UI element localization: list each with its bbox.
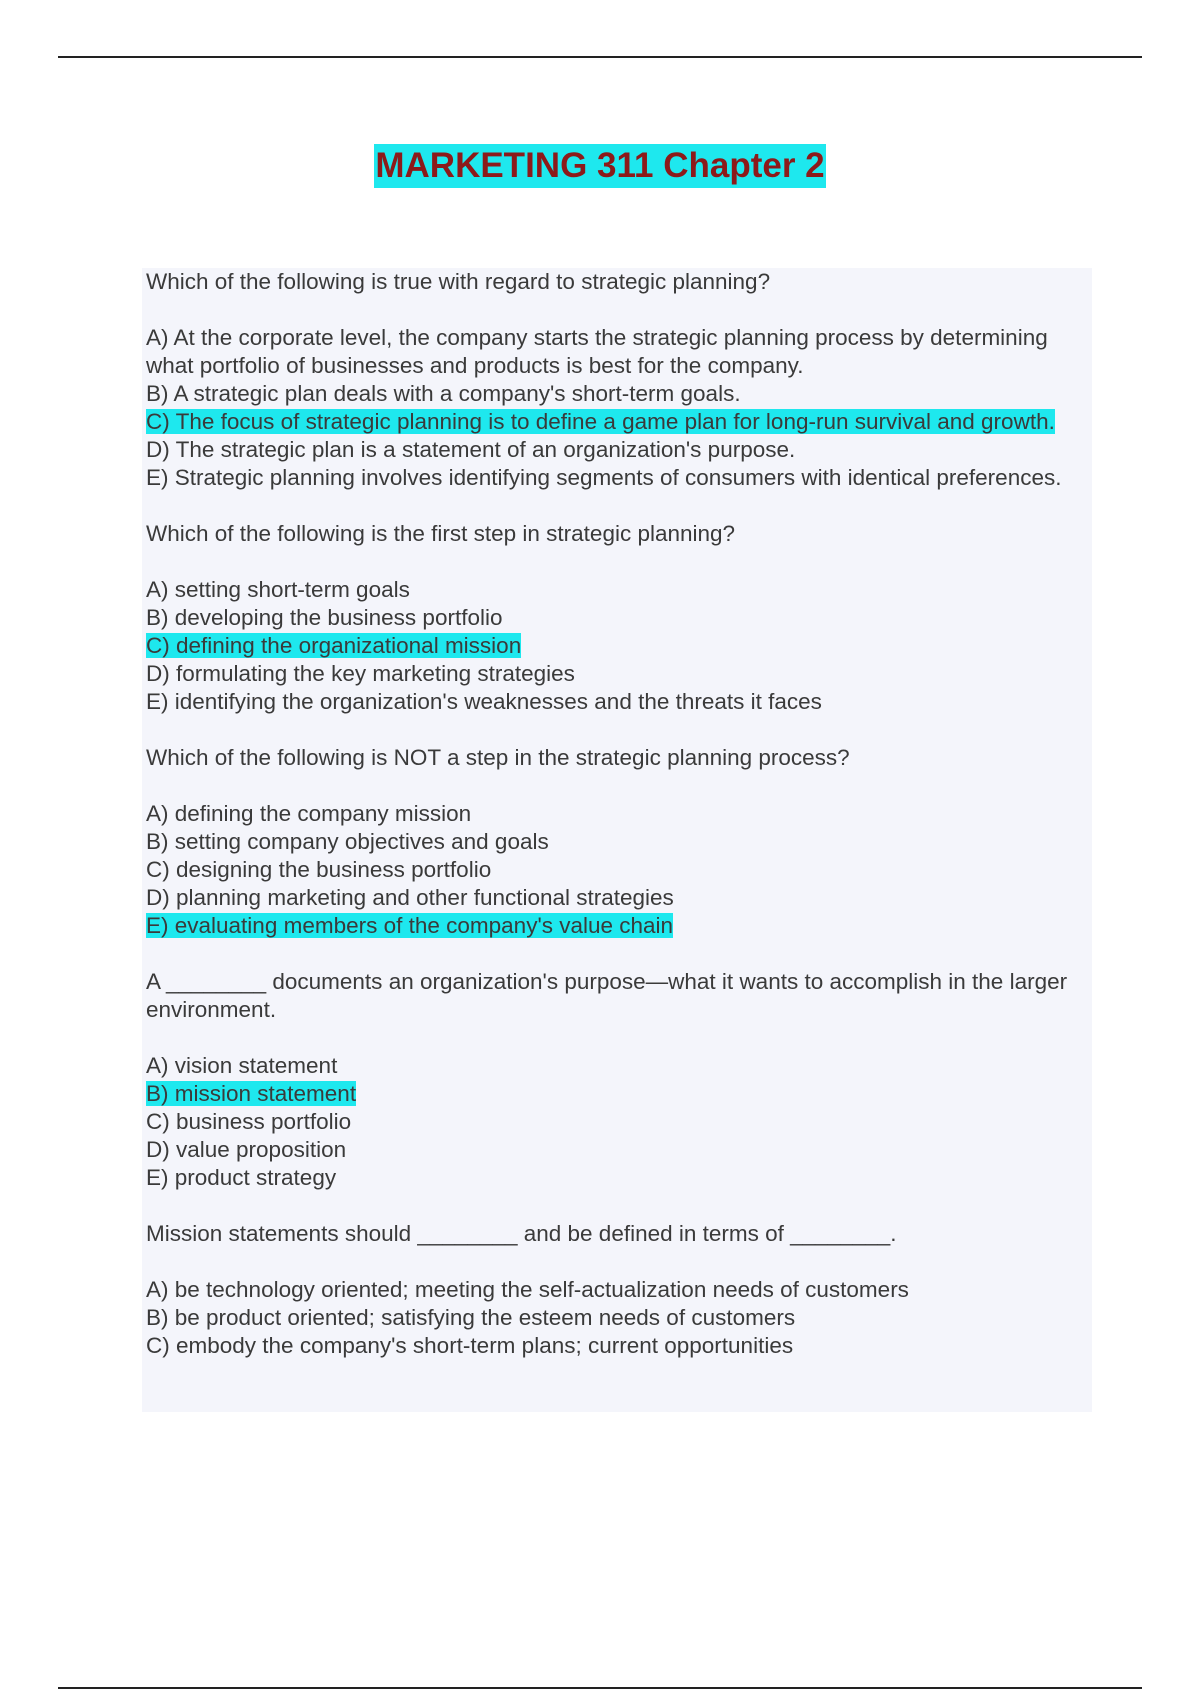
bottom-rule bbox=[58, 1687, 1142, 1689]
question-block bbox=[146, 744, 1088, 940]
answer-option-correct bbox=[146, 632, 1088, 660]
answer-option: B) setting company objectives and goals bbox=[146, 829, 549, 854]
answer-option: E) Strategic planning involves identifying segments of consumers with identical preferences. bbox=[146, 465, 1062, 490]
question-text: Which of the following is true with regard to strategic planning? bbox=[146, 269, 771, 294]
question-text: Which of the following is NOT a step in the strategic planning process? bbox=[146, 745, 850, 770]
document-title: MARKETING 311 Chapter 2 bbox=[374, 144, 825, 188]
question-block bbox=[146, 968, 1088, 1192]
answer-highlight: E) evaluating members of the company's value chain bbox=[146, 913, 674, 938]
answer-option: D) planning marketing and other functional strategies bbox=[146, 885, 674, 910]
answer-highlight: C) defining the organizational mission bbox=[146, 633, 522, 658]
answer-option-correct bbox=[146, 1080, 1088, 1108]
answer-option-correct bbox=[146, 408, 1088, 436]
answer-option: A) setting short-term goals bbox=[146, 577, 410, 602]
answer-option: A) be technology oriented; meeting the self-actualization needs of customers bbox=[146, 1277, 909, 1302]
answer-option: E) product strategy bbox=[146, 1165, 337, 1190]
answer-highlight: B) mission statement bbox=[146, 1081, 357, 1106]
answer-highlight: C) The focus of strategic planning is to define a game plan for long-run survival and growth. bbox=[146, 409, 1055, 434]
answer-option: C) business portfolio bbox=[146, 1109, 352, 1134]
answer-option: A) vision statement bbox=[146, 1053, 338, 1078]
answer-option: C) embody the company's short-term plans; current opportunities bbox=[146, 1333, 794, 1358]
question-content bbox=[142, 268, 1092, 1412]
answer-option: D) The strategic plan is a statement of an organization's purpose. bbox=[146, 437, 796, 462]
answer-option: C) designing the business portfolio bbox=[146, 857, 492, 882]
top-rule bbox=[58, 56, 1142, 58]
answer-option: D) formulating the key marketing strategies bbox=[146, 661, 575, 686]
answer-option-correct bbox=[146, 912, 1088, 940]
answer-option: B) be product oriented; satisfying the esteem needs of customers bbox=[146, 1305, 796, 1330]
answer-option: D) value proposition bbox=[146, 1137, 347, 1162]
question-block bbox=[146, 1220, 1088, 1360]
answer-option: E) identifying the organization's weaknesses and the threats it faces bbox=[146, 689, 822, 714]
question-block bbox=[146, 520, 1088, 716]
question-block bbox=[146, 268, 1088, 492]
answer-option: B) developing the business portfolio bbox=[146, 605, 503, 630]
answer-option: B) A strategic plan deals with a company's short-term goals. bbox=[146, 381, 741, 406]
question-text: Mission statements should ________ and be defined in terms of ________. bbox=[146, 1221, 897, 1246]
title-container bbox=[0, 144, 1200, 188]
answer-option: A) At the corporate level, the company starts the strategic planning process by determining what portfolio of businesses and products is best for the company. bbox=[146, 325, 1048, 378]
question-text: A ________ documents an organization's purpose—what it wants to accomplish in the larger environment. bbox=[146, 969, 1068, 1022]
answer-option: A) defining the company mission bbox=[146, 801, 472, 826]
question-text: Which of the following is the first step in strategic planning? bbox=[146, 521, 736, 546]
